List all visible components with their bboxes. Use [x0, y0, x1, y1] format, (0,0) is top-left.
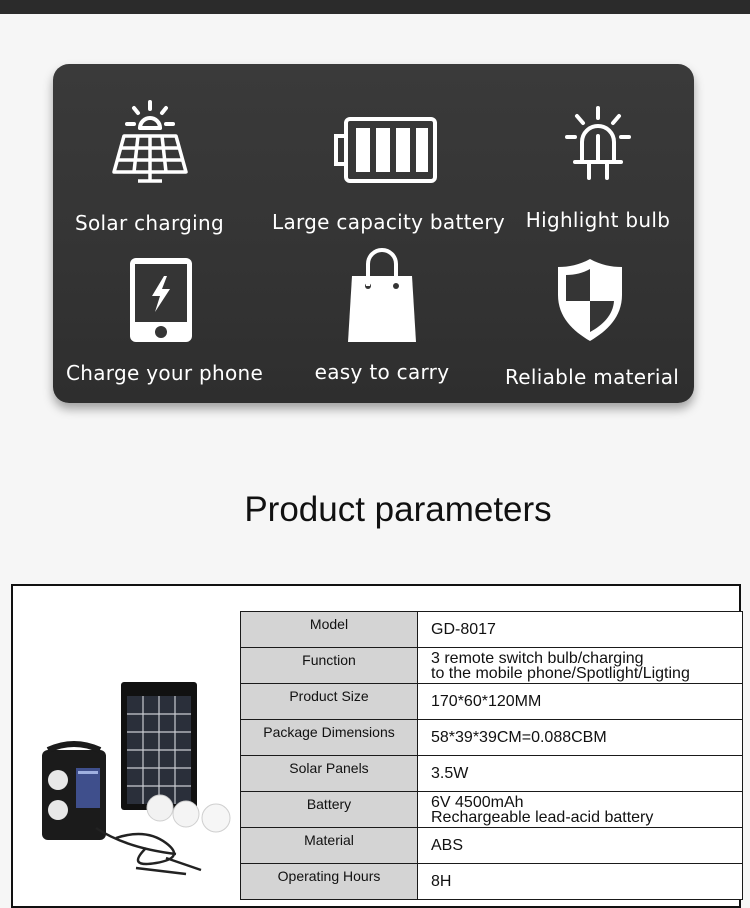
spec-value: [418, 648, 743, 684]
feature-label: Highlight bulb: [525, 208, 671, 232]
shopping-bag-icon: [346, 248, 418, 344]
spec-value-line: 8H: [431, 873, 452, 890]
table-row: [241, 648, 743, 684]
spec-value-line: to the mobile phone/Spotlight/Ligting: [431, 665, 690, 682]
spec-key: Model: [241, 612, 418, 648]
feature-large-capacity-battery: [272, 116, 506, 234]
spec-value: [418, 684, 743, 720]
feature-label: Charge your phone: [66, 361, 264, 385]
shield-icon: [555, 257, 625, 343]
feature-label: Large capacity battery: [272, 210, 506, 234]
spec-value-line: 6V 4500mAh: [431, 794, 524, 811]
spec-value-line: 170*60*120MM: [431, 693, 542, 710]
spec-value-line: 3 remote switch bulb/charging: [431, 650, 644, 667]
spec-value: [418, 828, 743, 864]
spec-key: Product Size: [241, 684, 418, 720]
spec-value: [418, 612, 743, 648]
feature-easy-to-carry: [297, 248, 467, 384]
spec-value-line: Rechargeable lead-acid battery: [431, 809, 654, 826]
feature-label: Solar charging: [75, 211, 224, 235]
spec-value: [418, 720, 743, 756]
top-bar: [0, 0, 750, 14]
spec-value: [418, 792, 743, 828]
table-row: [241, 612, 743, 648]
phone-charge-icon: [128, 256, 194, 344]
table-row: [241, 756, 743, 792]
table-row: [241, 684, 743, 720]
feature-charge-phone: [66, 256, 264, 385]
table-row: [241, 864, 743, 900]
product-image: [36, 678, 238, 878]
feature-highlight-bulb: [522, 106, 674, 232]
battery-icon: [334, 116, 438, 184]
spec-value-line: 3.5W: [431, 765, 469, 782]
solar-panel-icon: [110, 100, 190, 184]
feature-label: easy to carry: [314, 360, 450, 384]
spec-value-line: GD-8017: [431, 621, 496, 638]
features-card: [53, 64, 694, 403]
section-title: Product parameters: [244, 490, 552, 529]
table-row: [241, 828, 743, 864]
spec-value-line: ABS: [431, 837, 464, 854]
spec-value-line: 58*39*39CM=0.088CBM: [431, 729, 607, 746]
spec-value: [418, 756, 743, 792]
spec-key: Function: [241, 648, 418, 684]
table-row: [241, 792, 743, 828]
feature-solar-charging: [71, 100, 228, 235]
spec-value: [418, 864, 743, 900]
spec-key: Package Dimensions: [241, 720, 418, 756]
feature-reliable-material: [505, 257, 680, 389]
spec-key: Material: [241, 828, 418, 864]
spec-key: Operating Hours: [241, 864, 418, 900]
spec-key: Battery: [241, 792, 418, 828]
spec-key: Solar Panels: [241, 756, 418, 792]
bulb-icon: [563, 106, 633, 182]
feature-label: Reliable material: [505, 365, 680, 389]
table-row: [241, 720, 743, 756]
spec-table: [240, 611, 743, 900]
